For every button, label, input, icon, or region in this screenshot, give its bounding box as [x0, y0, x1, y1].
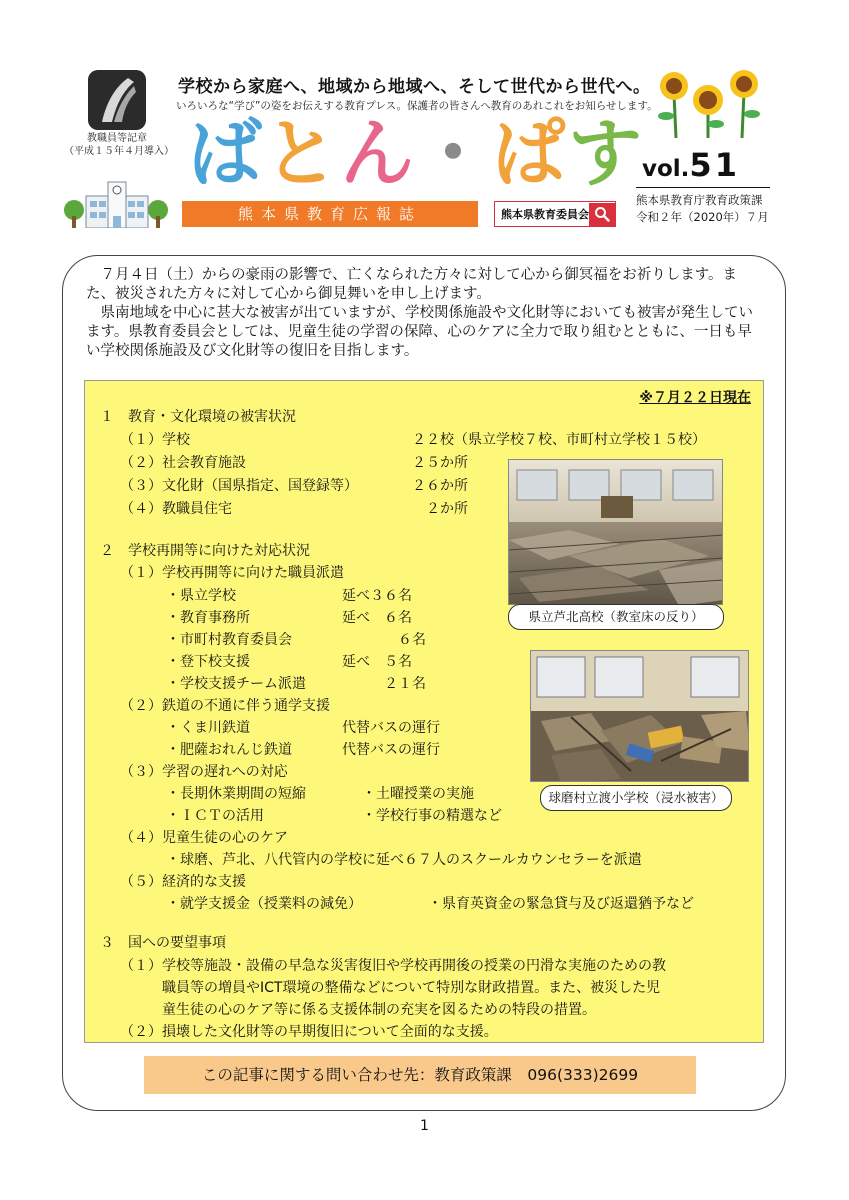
request-1-line: 童生徒の心のケア等に係る支援体制の充実を図るための特段の措置。: [162, 1002, 596, 1018]
damage-item-value: ２５か所: [412, 455, 468, 471]
school-illustration-icon: [64, 174, 170, 228]
section-3-title: ３ 国への要望事項: [100, 935, 226, 951]
subsection-2-1: （１）学校再開等に向けた職員派遣: [120, 565, 344, 581]
emblem-caption-line1: 教職員等記章: [87, 133, 147, 144]
as-of-date: ※７月２２日現在: [639, 390, 751, 406]
classroom-photo: [508, 459, 723, 605]
damage-item-label: （２）社会教育施設: [120, 455, 246, 471]
subsection-2-3: （３）学習の遅れへの対応: [120, 764, 288, 780]
learning-measure: ・長期休業期間の短縮: [166, 786, 306, 802]
request-2: （２）損壊した文化財等の早期復旧について全面的な支援。: [120, 1024, 498, 1040]
volume-number: 51: [689, 146, 740, 184]
damage-item-value: ２２校（県立学校７校、市町村立学校１５校）: [412, 432, 706, 448]
logo-char: ば: [188, 111, 264, 197]
dispatch-label: ・市町村教育委員会: [166, 632, 292, 648]
learning-measure: ・学校行事の精選など: [362, 808, 502, 824]
section-2-title: ２ 学校再開等に向けた対応状況: [100, 543, 310, 559]
rail-label: ・くま川鉄道: [166, 720, 250, 736]
economic-measure: ・県育英資金の緊急貸与及び返還猶予など: [428, 896, 694, 912]
dispatch-label: ・登下校支援: [166, 654, 250, 670]
dispatch-value: ２１名: [384, 676, 426, 692]
care-measure: ・球磨、芦北、八代管内の学校に延べ６７人のスクールカウンセラーを派遣: [166, 852, 642, 868]
damage-item-label: （３）文化財（国県指定、国登録等）: [120, 478, 358, 494]
dispatch-label: ・教育事務所: [166, 610, 250, 626]
page-number: 1: [420, 1118, 429, 1134]
intro-paragraph-2: 県南地域を中心に甚大な被害が出ていますが、学校関係施設や文化財等においても被害が発生しています。県教育委員会としては、児童生徒の学習の保障、心のケアに全力で取り組むとともに、一日も早い学校関係施設及び文化財等の復旧を目指します。: [86, 305, 753, 359]
damage-item-label: （４）教職員住宅: [120, 501, 232, 517]
rail-value: 代替バスの運行: [342, 742, 440, 758]
intro-paragraph-1: ７月４日（土）からの豪雨の影響で、亡くなられた方々に対して心から御冥福をお祈りします。また、被災された方々に対して心から御見舞いを申し上げます。: [86, 267, 738, 302]
logo-char: と: [264, 111, 340, 197]
request-1-line: （１）学校等施設・設備の早急な災害復旧や学校再開後の授業の円滑な実施のための教: [120, 958, 666, 974]
photo-caption: 県立芦北高校（教室床の反り）: [508, 604, 724, 630]
logo-char: ん: [340, 111, 416, 197]
publisher: 熊本県教育庁教育政策課: [636, 193, 763, 207]
subsection-2-5: （５）経済的な支援: [120, 874, 246, 890]
damage-item-value: ２か所: [426, 501, 468, 517]
rail-label: ・肥薩おれんじ鉄道: [166, 742, 292, 758]
search-box[interactable]: [494, 201, 616, 227]
dispatch-label: ・県立学校: [166, 588, 236, 604]
dispatch-label: ・学校支援チーム派遣: [166, 676, 306, 692]
dispatch-value: ６名: [398, 632, 426, 648]
divider: [636, 187, 770, 188]
publication-logo: [188, 111, 644, 197]
flood-damage-photo: [530, 650, 749, 782]
emblem-icon: [88, 70, 146, 130]
logo-char: ぱ: [492, 111, 568, 197]
damage-item-label: （１）学校: [120, 432, 190, 448]
request-1-line: 職員等の増員やICT環境の整備などについて特別な財政措置。また、被災した児: [162, 980, 661, 996]
logo-char: ・: [416, 111, 492, 197]
search-icon[interactable]: [589, 203, 615, 226]
learning-measure: ・ＩＣＴの活用: [166, 808, 264, 824]
subsection-2-2: （２）鉄道の不通に伴う通学支援: [120, 698, 330, 714]
subtagline: いろいろな“学び”の姿をお伝えする教育プレス。保護者の皆さんへ教育のあれこれをお知らせします。: [176, 100, 658, 112]
issue-date: 令和２年（2020年）７月: [636, 210, 769, 224]
publication-banner: 熊本県教育広報誌: [182, 201, 478, 227]
volume-label: [642, 146, 740, 184]
section-1-title: １ 教育・文化環境の被害状況: [100, 409, 296, 425]
search-label: 熊本県教育委員会: [501, 208, 589, 221]
dispatch-value: 延べ ５名: [342, 654, 412, 670]
contact-info: この記事に関する問い合わせ先：教育政策課 096(333)2699: [144, 1056, 696, 1094]
dispatch-value: 延べ３６名: [342, 588, 412, 604]
emblem-caption-line2: （平成１５年４月導入）: [64, 146, 174, 157]
tagline: 学校から家庭へ、地域から地域へ、そして世代から世代へ。: [178, 77, 651, 97]
volume-prefix: vol.: [642, 156, 690, 182]
sunflower-icon: [650, 64, 770, 138]
learning-measure: ・土曜授業の実施: [362, 786, 474, 802]
damage-item-value: ２６か所: [412, 478, 468, 494]
subsection-2-4: （４）児童生徒の心のケア: [120, 830, 288, 846]
emblem-caption: [64, 132, 174, 158]
dispatch-value: 延べ ６名: [342, 610, 412, 626]
rail-value: 代替バスの運行: [342, 720, 440, 736]
photo-caption: 球磨村立渡小学校（浸水被害）: [540, 785, 732, 811]
intro-text: [86, 266, 766, 361]
logo-char: す: [568, 111, 644, 197]
economic-measure: ・就学支援金（授業料の減免）: [166, 896, 362, 912]
